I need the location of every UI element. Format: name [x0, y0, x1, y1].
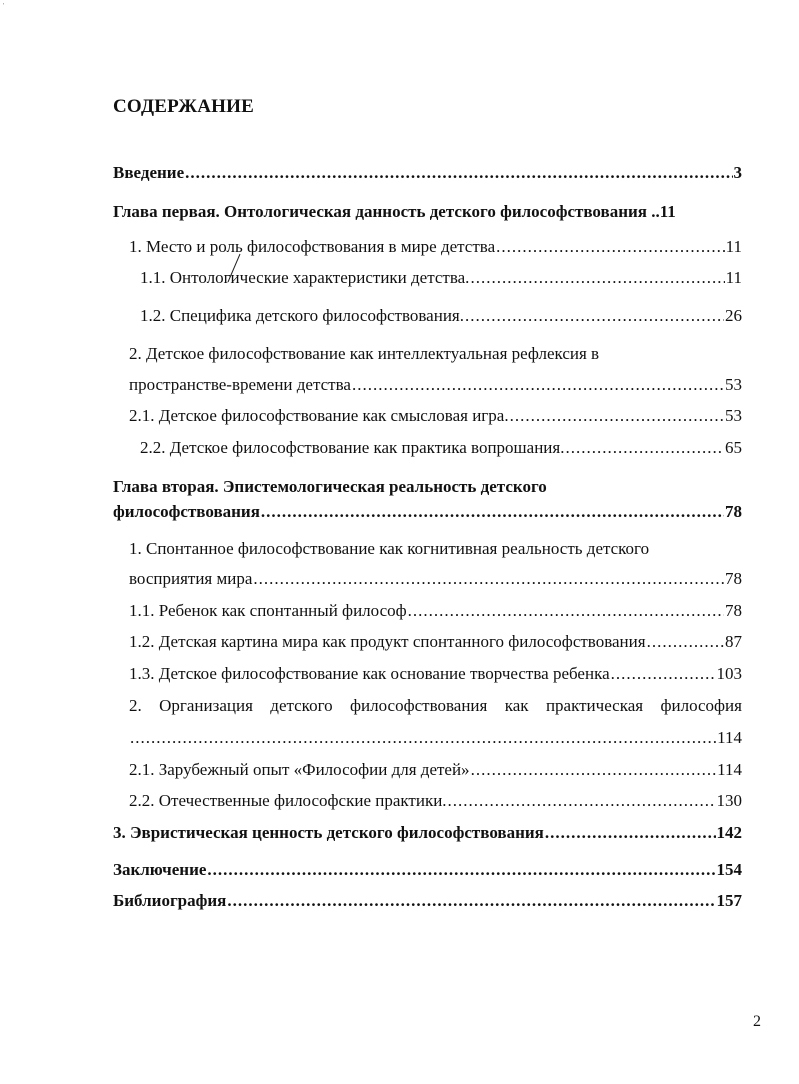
toc-entry-ch1-section-2[interactable] — [129, 374, 742, 396]
toc-leader-dots — [465, 305, 724, 327]
toc-entry-ch1-section-1[interactable] — [129, 236, 742, 258]
toc-entry-ch2-section-1-1[interactable] — [129, 600, 742, 622]
toc-page-number: 26 — [725, 306, 742, 325]
toc-entry-label: 1.1. Ребенок как спонтанный философ — [129, 601, 407, 620]
toc-leader-dots — [408, 600, 724, 622]
toc-entry-ch2-section-2-line-1[interactable] — [129, 695, 742, 717]
toc-entry-label: 1.2. Специфика детского философствования. — [140, 306, 464, 325]
toc-leader-dots — [185, 162, 732, 184]
toc-leader-dots — [471, 759, 717, 781]
toc-entry-label: 2.1. Зарубежный опыт «Философии для детей» — [129, 760, 470, 779]
toc-entry-label: 1.3. Детское философствование как основание творчества ребенка — [129, 664, 610, 683]
toc-page-number: 53 — [725, 406, 742, 425]
toc-word: 2. — [129, 696, 142, 715]
toc-leader-dots — [496, 236, 724, 258]
toc-entry-label: 2.2. Отечественные философские практики. — [129, 791, 447, 810]
toc-leader-dots — [647, 631, 724, 653]
toc-leader-dots — [261, 501, 724, 523]
toc-leader-dots — [253, 568, 724, 590]
toc-entry-label: Глава первая. Онтологическая данность детского философствования .. — [113, 202, 660, 221]
pen-mark-icon — [222, 252, 244, 286]
toc-page-number: 53 — [725, 375, 742, 394]
toc-leader-dots — [470, 267, 724, 289]
toc-leader-dots — [545, 822, 716, 844]
toc-page-number: 11 — [659, 202, 676, 221]
toc-leader-dots — [611, 663, 716, 685]
toc-page-number: 3 — [733, 163, 742, 182]
toc-leader-dots — [207, 859, 715, 881]
toc-page-number: 157 — [716, 891, 742, 910]
toc-entry-label: 1. Место и роль философствования в мире детства — [129, 237, 496, 256]
toc-leader-dots — [510, 405, 724, 427]
toc-word: Организация — [159, 696, 253, 715]
toc-entry-label: 1.2. Детская картина мира как продукт спонтанного философствования — [129, 632, 646, 651]
toc-word: практическая — [545, 696, 644, 715]
toc-page-number: 65 — [725, 438, 742, 457]
toc-entry-chapter-2-line-1[interactable]: Глава вторая. Эпистемологическая реальность детского — [113, 477, 547, 496]
toc-page-number: 154 — [716, 860, 742, 879]
toc-entry-chapter-2[interactable] — [113, 501, 742, 523]
toc-page-number: 11 — [725, 237, 742, 256]
toc-entry-introduction[interactable] — [113, 162, 742, 184]
toc-entry-chapter-1[interactable] — [113, 201, 742, 223]
toc-page-number: 103 — [716, 664, 742, 683]
toc-page-number: 78 — [725, 601, 742, 620]
toc-page-number: 142 — [716, 823, 742, 842]
toc-page-number: 78 — [725, 502, 742, 521]
toc-entry-ch2-section-1[interactable] — [129, 568, 742, 590]
toc-leader-dots — [352, 374, 724, 396]
toc-leader-dots — [565, 437, 724, 459]
toc-entry-ch1-section-2-2[interactable] — [140, 437, 742, 459]
scan-corner-mark: ' — [3, 2, 5, 10]
toc-word: философия — [660, 696, 742, 715]
page-title: СОДЕРЖАНИЕ — [113, 96, 254, 117]
toc-entry-label: 2.1. Детское философствование как смысловая игра. — [129, 406, 509, 425]
toc-entry-label: философствования — [113, 502, 260, 521]
toc-entry-label: Заключение — [113, 860, 207, 879]
toc-entry-label: Библиография — [113, 891, 227, 910]
toc-entry-label: восприятия мира — [129, 569, 253, 588]
toc-entry-ch2-section-2[interactable] — [129, 727, 742, 749]
toc-entry-ch2-section-1-2[interactable] — [129, 631, 742, 653]
toc-page-number: 114 — [717, 760, 742, 779]
toc-entry-bibliography[interactable] — [113, 890, 742, 912]
toc-leader-dots — [227, 890, 715, 912]
toc-entry-ch2-section-2-1[interactable] — [129, 759, 742, 781]
toc-word: философствования — [350, 696, 488, 715]
toc-page-number: 114 — [717, 728, 742, 747]
toc-page-number: 130 — [716, 791, 742, 810]
page-number: 2 — [753, 1013, 761, 1030]
toc-entry-ch2-section-1-3[interactable] — [129, 663, 742, 685]
toc-entry-label: 3. Эвристическая ценность детского философствования — [113, 823, 544, 842]
toc-page-number: 78 — [725, 569, 742, 588]
toc-word: как — [504, 696, 529, 715]
toc-entry-conclusion[interactable] — [113, 859, 742, 881]
toc-entry-ch2-section-2-2[interactable] — [129, 790, 742, 812]
toc-entry-label: 2.2. Детское философствование как практика вопрошания. — [140, 438, 565, 457]
toc-entry-ch1-section-1-2[interactable] — [140, 305, 742, 327]
toc-entry-ch1-section-2-1[interactable] — [129, 405, 742, 427]
toc-page-number: 11 — [725, 268, 742, 287]
toc-entry-ch2-section-1-line-1[interactable]: 1. Спонтанное философствование как когнитивная реальность детского — [129, 539, 650, 558]
toc-entry-label: пространстве-времени детства — [129, 375, 351, 394]
toc-entry-chapter-3[interactable] — [113, 822, 742, 844]
toc-entry-label: 1.1. Онтологические характеристики детства. — [140, 268, 470, 287]
toc-page-number: 87 — [725, 632, 742, 651]
toc-word: детского — [270, 696, 333, 715]
toc-entry-ch1-section-2-line-1[interactable]: 2. Детское философствование как интеллектуальная рефлексия в — [129, 344, 600, 363]
toc-leader-dots — [448, 790, 716, 812]
toc-entry-label: Введение — [113, 163, 185, 182]
toc-leader-dots — [130, 727, 716, 749]
